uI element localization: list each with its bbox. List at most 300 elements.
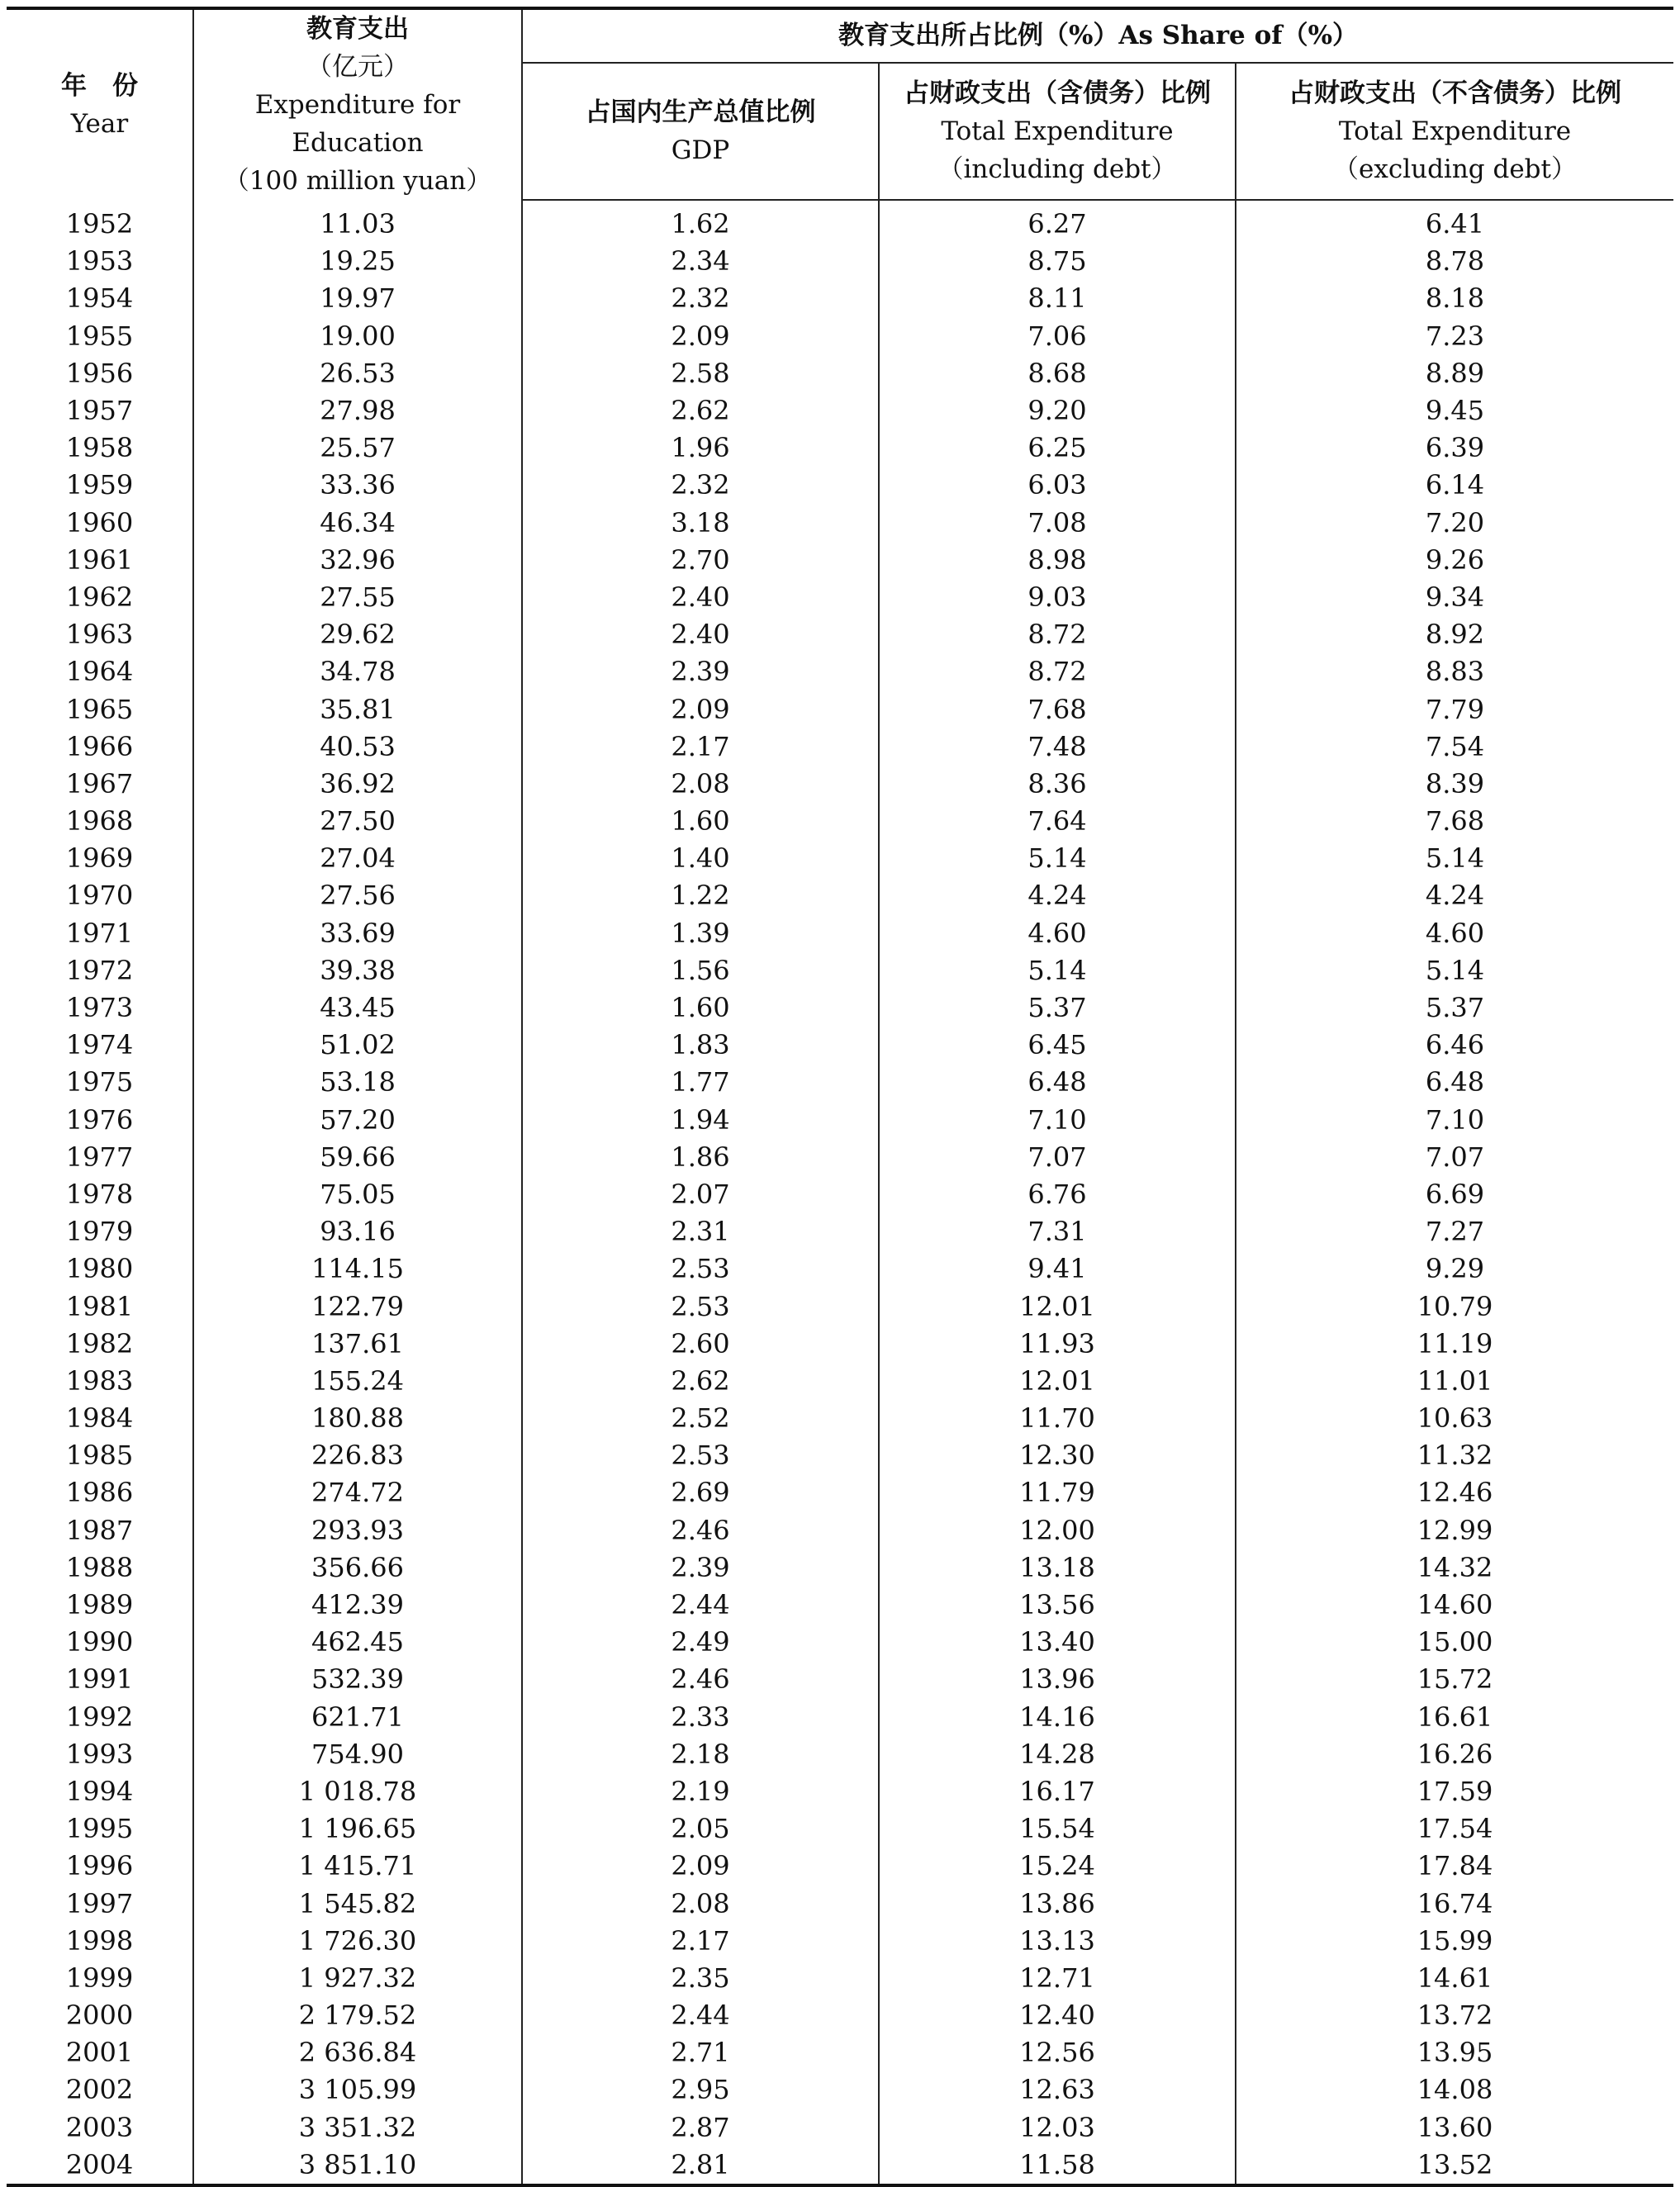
cell-gdp-share: 1.77 [522,1064,879,1101]
cell-excl-debt-share: 17.84 [1236,1848,1673,1885]
cell-gdp-share: 2.53 [522,1437,879,1474]
cell-gdp-share: 1.40 [522,840,879,877]
cell-gdp-share: 2.08 [522,766,879,803]
cell-expenditure: 1 415.71 [193,1848,522,1885]
cell-excl-debt-share: 17.54 [1236,1810,1673,1848]
cell-incl-debt-share: 7.31 [879,1213,1236,1250]
cell-incl-debt-share: 13.86 [879,1885,1236,1922]
cell-incl-debt-share: 12.40 [879,1997,1236,2034]
table-row [7,803,1673,840]
table-row [7,840,1673,877]
cell-year: 1954 [65,282,134,315]
cell-incl-debt-share: 12.71 [879,1960,1236,1997]
cell-incl-debt-share: 8.11 [879,280,1236,317]
cell-expenditure: 27.04 [193,840,522,877]
cell-expenditure: 40.53 [193,728,522,766]
cell-expenditure: 25.57 [193,429,522,467]
cell-expenditure: 26.53 [193,355,522,392]
table-row [7,1997,1673,2034]
cell-expenditure: 19.25 [193,243,522,280]
cell-incl-debt-share: 13.13 [879,1923,1236,1960]
cell-expenditure: 32.96 [193,542,522,579]
cell-gdp-share: 1.60 [522,803,879,840]
cell-excl-debt-share: 7.23 [1236,318,1673,355]
table-row [7,1624,1673,1661]
cell-incl-debt-share: 11.58 [879,2147,1236,2185]
table-row [7,2034,1673,2071]
table-row [7,2147,1673,2185]
cell-expenditure: 3 351.32 [193,2109,522,2147]
header-row-top [7,8,1673,63]
cell-excl-debt-share: 6.69 [1236,1176,1673,1213]
cell-incl-debt-share: 12.01 [879,1288,1236,1325]
cell-incl-debt-share: 13.56 [879,1587,1236,1624]
cell-year: 1956 [65,357,134,389]
cell-incl-debt-share: 8.36 [879,766,1236,803]
cell-incl-debt-share: 14.16 [879,1699,1236,1736]
cell-expenditure: 293.93 [193,1512,522,1549]
table-row [7,1923,1673,1960]
cell-gdp-share: 1.62 [522,200,879,243]
cell-excl-debt-share: 8.89 [1236,355,1673,392]
cell-incl-debt-share: 4.60 [879,915,1236,952]
cell-expenditure: 137.61 [193,1326,522,1363]
cell-expenditure: 27.55 [193,579,522,616]
cell-incl-debt-share: 9.03 [879,579,1236,616]
cell-excl-debt-share: 8.83 [1236,653,1673,690]
cell-expenditure: 33.36 [193,467,522,504]
cell-gdp-share: 2.35 [522,1960,879,1997]
cell-incl-debt-share: 13.40 [879,1624,1236,1661]
table-row [7,200,1673,243]
cell-incl-debt-share: 12.03 [879,2109,1236,2147]
cell-excl-debt-share: 6.14 [1236,467,1673,504]
cell-gdp-share: 2.46 [522,1512,879,1549]
cell-year: 1985 [65,1440,134,1472]
table-row [7,1437,1673,1474]
cell-excl-debt-share: 15.99 [1236,1923,1673,1960]
cell-year: 1996 [65,1850,134,1882]
cell-excl-debt-share: 10.79 [1236,1288,1673,1325]
header-gdp-en: GDP [671,135,730,165]
cell-expenditure: 1 726.30 [193,1923,522,1960]
cell-excl-debt-share: 6.41 [1236,200,1673,243]
cell-excl-debt-share: 7.79 [1236,690,1673,728]
cell-gdp-share: 2.09 [522,690,879,728]
cell-expenditure: 274.72 [193,1474,522,1511]
cell-year: 2003 [65,2111,134,2143]
cell-excl-debt-share: 8.18 [1236,280,1673,317]
table-row [7,1250,1673,1288]
cell-gdp-share: 2.46 [522,1661,879,1698]
cell-gdp-share: 2.62 [522,392,879,429]
cell-gdp-share: 2.19 [522,1773,879,1810]
cell-year: 1957 [65,395,134,427]
cell-gdp-share: 2.39 [522,653,879,690]
cell-excl-debt-share: 13.60 [1236,2109,1673,2147]
table-row [7,915,1673,952]
cell-excl-debt-share: 5.14 [1236,840,1673,877]
cell-expenditure: 35.81 [193,690,522,728]
cell-excl-debt-share: 13.95 [1236,2034,1673,2071]
cell-gdp-share: 2.17 [522,1923,879,1960]
cell-gdp-share: 2.70 [522,542,879,579]
cell-gdp-share: 2.07 [522,1176,879,1213]
cell-excl-debt-share: 14.32 [1236,1549,1673,1587]
cell-incl-debt-share: 6.76 [879,1176,1236,1213]
cell-excl-debt-share: 11.01 [1236,1363,1673,1400]
cell-gdp-share: 2.09 [522,1848,879,1885]
cell-excl-debt-share: 10.63 [1236,1400,1673,1437]
cell-excl-debt-share: 4.60 [1236,915,1673,952]
cell-gdp-share: 2.05 [522,1810,879,1848]
cell-gdp-share: 2.18 [522,1736,879,1773]
cell-incl-debt-share: 7.08 [879,505,1236,542]
cell-expenditure: 27.50 [193,803,522,840]
table-row [7,653,1673,690]
cell-incl-debt-share: 7.64 [879,803,1236,840]
cell-gdp-share: 1.60 [522,989,879,1027]
cell-gdp-share: 2.34 [522,243,879,280]
table-row [7,505,1673,542]
cell-gdp-share: 3.18 [522,505,879,542]
cell-incl-debt-share: 15.24 [879,1848,1236,1885]
table-row [7,1363,1673,1400]
cell-gdp-share: 2.08 [522,1885,879,1922]
cell-year: 1966 [65,730,134,762]
table-row [7,1736,1673,1773]
table-row [7,1176,1673,1213]
cell-expenditure: 356.66 [193,1549,522,1587]
cell-excl-debt-share: 11.19 [1236,1326,1673,1363]
table-row [7,355,1673,392]
table-row [7,1064,1673,1101]
cell-year: 1982 [65,1327,134,1359]
table-row [7,542,1673,579]
cell-incl-debt-share: 11.79 [879,1474,1236,1511]
cell-incl-debt-share: 8.72 [879,616,1236,653]
table-row [7,1213,1673,1250]
cell-incl-debt-share: 6.03 [879,467,1236,504]
cell-excl-debt-share: 15.72 [1236,1661,1673,1698]
header-expenditure [193,8,522,200]
header-exp-unit-zh: （亿元） [306,52,409,82]
cell-year: 1967 [65,767,134,799]
cell-excl-debt-share: 9.45 [1236,392,1673,429]
cell-incl-debt-share: 6.48 [879,1064,1236,1101]
header-exp-zh: 教育支出 [306,14,409,44]
cell-gdp-share: 2.62 [522,1363,879,1400]
cell-expenditure: 2 179.52 [193,1997,522,2034]
cell-year: 1981 [65,1290,134,1322]
cell-gdp-share: 2.39 [522,1549,879,1587]
table-row [7,1773,1673,1810]
header-share-title [522,8,1673,63]
cell-excl-debt-share: 6.39 [1236,429,1673,467]
cell-incl-debt-share: 13.96 [879,1661,1236,1698]
cell-year: 2000 [65,2000,134,2032]
cell-incl-debt-share: 12.00 [879,1512,1236,1549]
header-excl-zh: 占财政支出（不含债务）比例 [1288,78,1621,108]
cell-year: 1975 [65,1066,134,1098]
table-row [7,1810,1673,1848]
cell-year: 1969 [65,842,134,875]
cell-expenditure: 43.45 [193,989,522,1027]
cell-incl-debt-share: 12.30 [879,1437,1236,1474]
cell-year: 1997 [65,1887,134,1919]
cell-expenditure: 27.56 [193,877,522,914]
cell-year: 1999 [65,1962,134,1994]
table-header [7,8,1673,200]
cell-incl-debt-share: 12.01 [879,1363,1236,1400]
table-row [7,429,1673,467]
cell-gdp-share: 2.69 [522,1474,879,1511]
header-share-title-text: 教育支出所占比例（%）As Share of（%） [838,21,1359,51]
cell-expenditure: 532.39 [193,1661,522,1698]
table-row [7,1326,1673,1363]
cell-gdp-share: 2.32 [522,280,879,317]
cell-excl-debt-share: 7.68 [1236,803,1673,840]
cell-year: 1961 [65,543,134,576]
header-gdp-zh: 占国内生产总值比例 [585,97,816,127]
cell-excl-debt-share: 8.78 [1236,243,1673,280]
cell-excl-debt-share: 16.26 [1236,1736,1673,1773]
cell-year: 1993 [65,1738,134,1770]
cell-incl-debt-share: 7.10 [879,1102,1236,1139]
cell-excl-debt-share: 9.26 [1236,542,1673,579]
cell-expenditure: 2 636.84 [193,2034,522,2071]
cell-excl-debt-share: 12.46 [1236,1474,1673,1511]
cell-gdp-share: 2.44 [522,1997,879,2034]
cell-gdp-share: 2.44 [522,1587,879,1624]
cell-expenditure: 33.69 [193,915,522,952]
cell-gdp-share: 2.60 [522,1326,879,1363]
cell-incl-debt-share: 5.37 [879,989,1236,1027]
cell-incl-debt-share: 7.06 [879,318,1236,355]
cell-incl-debt-share: 7.07 [879,1139,1236,1176]
cell-expenditure: 53.18 [193,1064,522,1101]
cell-expenditure: 462.45 [193,1624,522,1661]
cell-expenditure: 412.39 [193,1587,522,1624]
header-incl-en2: （including debt） [937,154,1177,184]
cell-gdp-share: 2.58 [522,355,879,392]
table-row [7,1587,1673,1624]
header-exp-unit-en: （100 million yuan） [223,166,492,196]
cell-incl-debt-share: 9.20 [879,392,1236,429]
cell-expenditure: 155.24 [193,1363,522,1400]
cell-gdp-share: 2.87 [522,2109,879,2147]
table-row [7,1699,1673,1736]
cell-incl-debt-share: 5.14 [879,840,1236,877]
cell-expenditure: 11.03 [193,200,522,243]
header-gdp [522,63,879,200]
cell-year: 2002 [65,2074,134,2106]
cell-expenditure: 93.16 [193,1213,522,1250]
cell-excl-debt-share: 16.74 [1236,1885,1673,1922]
cell-excl-debt-share: 12.99 [1236,1512,1673,1549]
cell-gdp-share: 2.40 [522,579,879,616]
cell-excl-debt-share: 17.59 [1236,1773,1673,1810]
header-year-zh: 年 份 [61,71,138,101]
table-row [7,989,1673,1027]
cell-incl-debt-share: 9.41 [879,1250,1236,1288]
table-row [7,2109,1673,2147]
cell-gdp-share: 1.96 [522,429,879,467]
cell-year: 1987 [65,1514,134,1546]
cell-incl-debt-share: 6.45 [879,1027,1236,1064]
cell-incl-debt-share: 7.48 [879,728,1236,766]
table-row [7,766,1673,803]
cell-excl-debt-share: 6.48 [1236,1064,1673,1101]
cell-incl-debt-share: 12.63 [879,2071,1236,2109]
cell-expenditure: 51.02 [193,1027,522,1064]
table-row [7,1661,1673,1698]
cell-year: 1998 [65,1924,134,1957]
header-incl-en1: Total Expenditure [941,116,1174,146]
table-row [7,318,1673,355]
cell-gdp-share: 1.94 [522,1102,879,1139]
cell-year: 1968 [65,805,134,837]
cell-excl-debt-share: 14.61 [1236,1960,1673,1997]
cell-expenditure: 59.66 [193,1139,522,1176]
table-row [7,1848,1673,1885]
cell-gdp-share: 2.40 [522,616,879,653]
table-row [7,1474,1673,1511]
table-row [7,2071,1673,2109]
cell-incl-debt-share: 6.27 [879,200,1236,243]
cell-expenditure: 27.98 [193,392,522,429]
cell-expenditure: 57.20 [193,1102,522,1139]
education-expenditure-table [7,7,1673,2187]
table-row [7,1400,1673,1437]
cell-gdp-share: 2.49 [522,1624,879,1661]
cell-year: 1970 [65,880,134,912]
header-exp-en: Expenditure for Education [254,90,461,158]
cell-expenditure: 1 196.65 [193,1810,522,1848]
cell-year: 1979 [65,1216,134,1248]
cell-year: 1958 [65,432,134,464]
cell-expenditure: 46.34 [193,505,522,542]
table-row [7,1885,1673,1922]
table-row [7,579,1673,616]
cell-incl-debt-share: 6.25 [879,429,1236,467]
table-row [7,280,1673,317]
cell-gdp-share: 2.95 [522,2071,879,2109]
cell-year: 1976 [65,1103,134,1136]
cell-year: 1994 [65,1775,134,1807]
header-year [7,8,193,200]
cell-incl-debt-share: 11.70 [879,1400,1236,1437]
cell-incl-debt-share: 5.14 [879,952,1236,989]
cell-year: 1953 [65,245,134,278]
cell-excl-debt-share: 13.52 [1236,2147,1673,2185]
cell-expenditure: 621.71 [193,1699,522,1736]
cell-gdp-share: 2.81 [522,2147,879,2185]
cell-excl-debt-share: 7.07 [1236,1139,1673,1176]
cell-excl-debt-share: 8.92 [1236,616,1673,653]
cell-gdp-share: 2.53 [522,1250,879,1288]
cell-excl-debt-share: 7.54 [1236,728,1673,766]
cell-year: 1984 [65,1402,134,1435]
cell-expenditure: 34.78 [193,653,522,690]
cell-excl-debt-share: 16.61 [1236,1699,1673,1736]
cell-excl-debt-share: 5.37 [1236,989,1673,1027]
cell-gdp-share: 1.39 [522,915,879,952]
table-row [7,467,1673,504]
cell-year: 1959 [65,469,134,501]
table-row [7,728,1673,766]
cell-excl-debt-share: 8.39 [1236,766,1673,803]
cell-expenditure: 1 927.32 [193,1960,522,1997]
cell-incl-debt-share: 13.18 [879,1549,1236,1587]
table-row [7,1139,1673,1176]
table-row [7,1027,1673,1064]
cell-incl-debt-share: 15.54 [879,1810,1236,1848]
cell-expenditure: 114.15 [193,1250,522,1288]
cell-expenditure: 3 851.10 [193,2147,522,2185]
cell-year: 1978 [65,1178,134,1210]
cell-year: 1973 [65,992,134,1024]
cell-incl-debt-share: 8.98 [879,542,1236,579]
table-row [7,690,1673,728]
cell-excl-debt-share: 9.34 [1236,579,1673,616]
cell-year: 1986 [65,1477,134,1509]
cell-expenditure: 122.79 [193,1288,522,1325]
cell-year: 2004 [7,2147,193,2185]
cell-gdp-share: 2.33 [522,1699,879,1736]
cell-expenditure: 75.05 [193,1176,522,1213]
cell-gdp-share: 2.09 [522,318,879,355]
cell-year: 1992 [65,1701,134,1733]
cell-year: 1989 [65,1589,134,1621]
cell-year: 1952 [65,207,134,240]
cell-gdp-share: 2.52 [522,1400,879,1437]
cell-expenditure: 226.83 [193,1437,522,1474]
table-row [7,1512,1673,1549]
header-incl-debt [879,63,1236,200]
cell-year: 1971 [65,917,134,949]
cell-expenditure: 36.92 [193,766,522,803]
cell-incl-debt-share: 14.28 [879,1736,1236,1773]
cell-year: 1991 [65,1663,134,1696]
cell-excl-debt-share: 7.27 [1236,1213,1673,1250]
cell-excl-debt-share: 14.60 [1236,1587,1673,1624]
cell-gdp-share: 1.83 [522,1027,879,1064]
cell-excl-debt-share: 7.10 [1236,1102,1673,1139]
table-row [7,1960,1673,1997]
cell-incl-debt-share: 4.24 [879,877,1236,914]
cell-incl-debt-share: 7.68 [879,690,1236,728]
cell-year: 1955 [65,320,134,352]
cell-year: 1974 [65,1029,134,1061]
cell-gdp-share: 2.32 [522,467,879,504]
cell-year: 1964 [65,656,134,688]
cell-year: 1965 [65,693,134,725]
header-excl-en1: Total Expenditure [1338,116,1572,146]
cell-year: 1980 [65,1253,134,1285]
cell-gdp-share: 1.56 [522,952,879,989]
cell-year: 1977 [65,1141,134,1173]
cell-year: 1990 [65,1626,134,1658]
cell-excl-debt-share: 7.20 [1236,505,1673,542]
table-row [7,952,1673,989]
cell-excl-debt-share: 14.08 [1236,2071,1673,2109]
cell-expenditure: 180.88 [193,1400,522,1437]
cell-year: 1962 [65,581,134,613]
cell-expenditure: 19.97 [193,280,522,317]
header-year-en: Year [70,109,129,139]
table-row [7,243,1673,280]
